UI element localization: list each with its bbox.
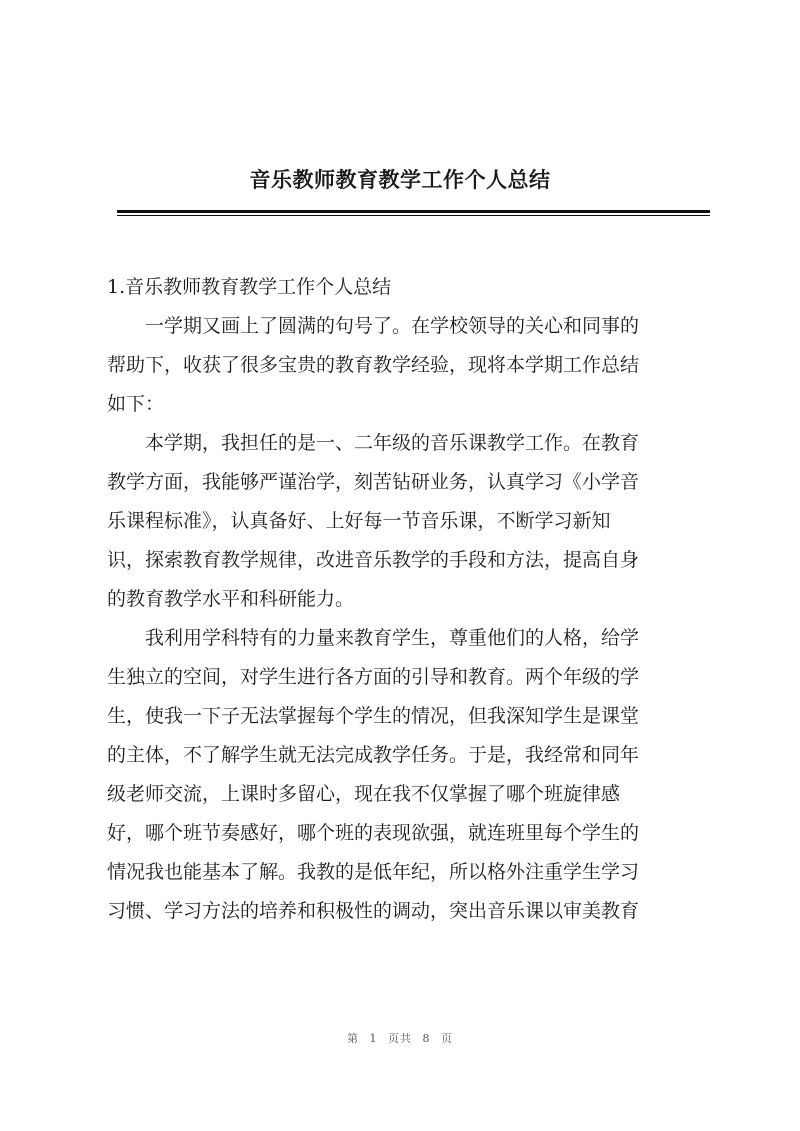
body-line: 生，使我一下子无法掌握每个学生的情况，但我深知学生是课堂	[107, 705, 640, 727]
page-number-footer: 第 1 页共 8 页	[347, 1032, 453, 1045]
body-line: 我利用学科特有的力量来教育学生，尊重他们的人格，给学	[107, 627, 640, 649]
body-line: 的主体，不了解学生就无法完成教学任务。于是，我经常和同年	[107, 744, 640, 766]
document-title: 音乐教师教育教学工作个人总结	[249, 168, 551, 192]
body-line: 生独立的空间，对学生进行各方面的引导和教育。两个年级的学	[107, 666, 640, 688]
body-line: 帮助下，收获了很多宝贵的教育教学经验，现将本学期工作总结	[107, 354, 640, 376]
body-line: 教学方面，我能够严谨治学，刻苦钻研业务，认真学习《小学音	[107, 471, 640, 493]
body-line: 本学期，我担任的是一、二年级的音乐课教学工作。在教育	[107, 432, 640, 454]
document-body	[107, 268, 711, 931]
section-heading: 1.音乐教师教育教学工作个人总结	[107, 276, 392, 298]
body-line: 的教育教学水平和科研能力。	[107, 588, 355, 610]
body-line: 一学期又画上了圆满的句号了。在学校领导的关心和同事的	[107, 315, 640, 337]
body-line: 好，哪个班节奏感好，哪个班的表现欲强，就连班里每个学生的	[107, 822, 640, 844]
title-underline-thick	[117, 210, 710, 213]
body-line: 级老师交流，上课时多留心，现在我不仅掌握了哪个班旋律感	[107, 783, 621, 805]
body-line: 如下：	[107, 393, 165, 415]
body-line: 乐课程标准》，认真备好、上好每一节音乐课，不断学习新知	[107, 510, 611, 532]
title-underline-thin	[117, 215, 710, 216]
body-line: 习惯、学习方法的培养和积极性的调动，突出音乐课以审美教育	[107, 900, 640, 922]
body-line: 情况我也能基本了解。我教的是低年纪，所以格外注重学生学习	[107, 861, 640, 883]
body-line: 识，探索教育教学规律，改进音乐教学的手段和方法，提高自身	[107, 549, 640, 571]
